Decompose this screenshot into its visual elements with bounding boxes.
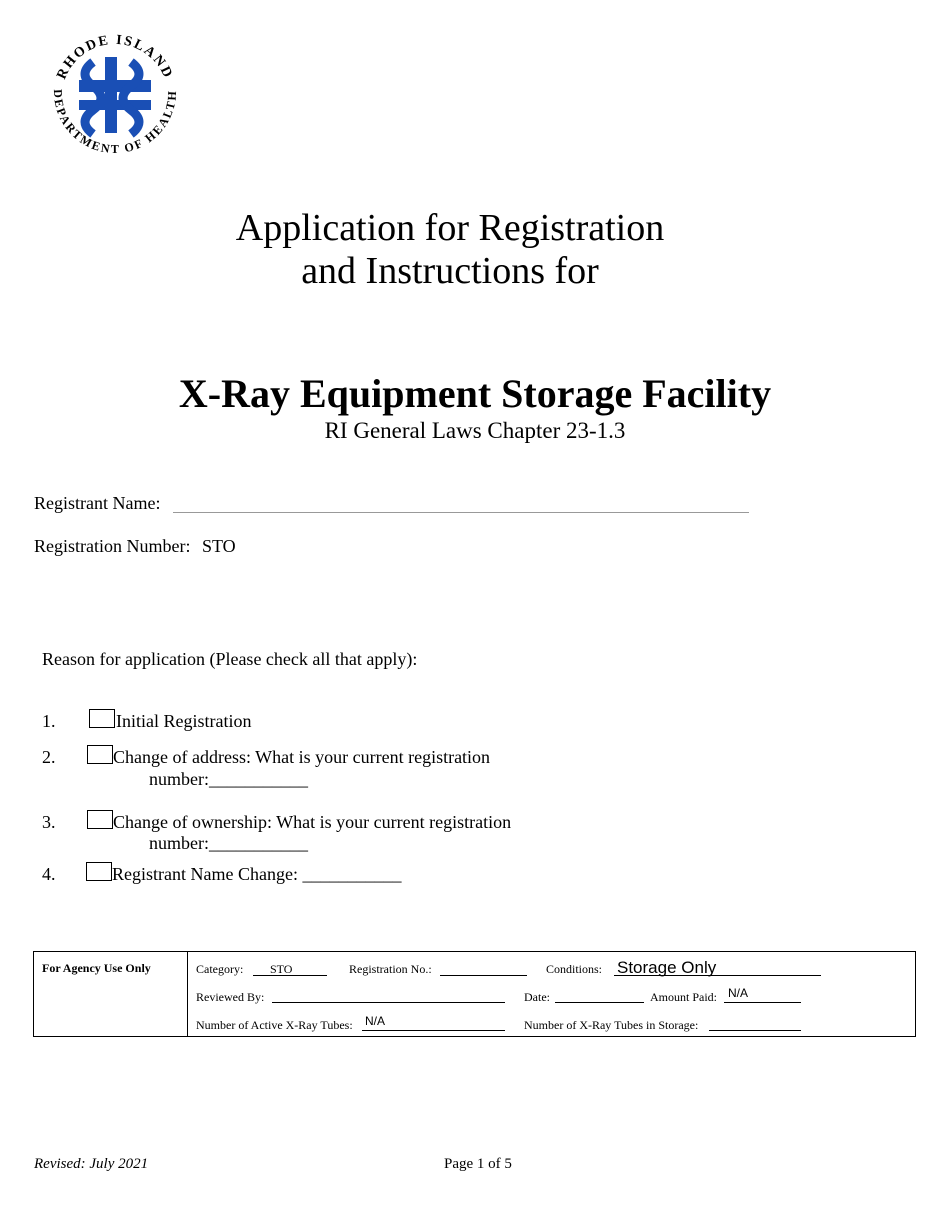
registration-no-label: Registration No.:: [349, 962, 432, 976]
main-title: X-Ray Equipment Storage Facility: [178, 371, 772, 416]
registrant-name-change-checkbox[interactable]: [86, 862, 112, 881]
reason-label-1: Initial Registration: [116, 711, 252, 731]
title-line-1: Application for Registration: [235, 207, 665, 249]
reason-label-3: Change of ownership: What is your current registration: [113, 812, 512, 832]
change-of-address-checkbox[interactable]: [87, 745, 113, 764]
revised-date: Revised: July 2021: [34, 1156, 149, 1172]
page-number: Page 1 of 5: [444, 1156, 512, 1172]
logo-ring-top: RHODE ISLAND: [54, 32, 176, 82]
reason-heading: Reason for application (Please check all that apply):: [42, 649, 418, 669]
ri-department-of-health-logo: [40, 22, 190, 172]
reason-label-2: Change of address: What is your current registration: [113, 747, 491, 767]
category-label: Category:: [196, 962, 244, 976]
conditions-label: Conditions:: [546, 962, 603, 976]
reason-label-4: Registrant Name Change: ___________: [112, 864, 402, 884]
reviewed-by-label: Reviewed By:: [196, 990, 265, 1004]
reason-number-3: 3.: [42, 812, 56, 832]
conditions-value: Storage Only: [617, 958, 717, 977]
agency-use-label: For Agency Use Only: [42, 961, 151, 975]
reviewed-by-field[interactable]: [272, 1002, 505, 1003]
registration-number-label: Registration Number:: [34, 536, 191, 556]
active-tubes-value: N/A: [365, 1014, 386, 1028]
change-of-ownership-checkbox[interactable]: [87, 810, 113, 829]
date-field[interactable]: [555, 1002, 644, 1003]
category-value: STO: [270, 962, 293, 976]
date-label: Date:: [524, 990, 550, 1004]
registrant-name-field[interactable]: [173, 495, 749, 513]
amount-paid-field[interactable]: [724, 1002, 801, 1003]
registration-no-field[interactable]: [440, 975, 527, 976]
logo-emblem-icon: [79, 57, 151, 134]
active-tubes-label: Number of Active X-Ray Tubes:: [196, 1018, 353, 1032]
initial-registration-checkbox[interactable]: [89, 709, 115, 728]
registration-number-value: STO: [202, 536, 236, 556]
reason-number-2: 2.: [42, 747, 56, 767]
agency-label-cell: [34, 952, 188, 1036]
agency-use-box: [33, 951, 916, 1037]
registrant-name-label: Registrant Name:: [34, 493, 161, 513]
storage-tubes-label: Number of X-Ray Tubes in Storage:: [524, 1018, 699, 1032]
title-line-2: and Instructions for: [301, 250, 599, 292]
reason-cont-2: number:___________: [149, 769, 308, 789]
reason-number-4: 4.: [42, 864, 56, 884]
reason-number-1: 1.: [42, 711, 56, 731]
reason-cont-3: number:___________: [149, 833, 308, 853]
amount-paid-value: N/A: [728, 986, 749, 1000]
logo-ring-bottom: DEPARTMENT OF HEALTH: [50, 88, 180, 157]
amount-paid-label: Amount Paid:: [650, 990, 718, 1004]
active-tubes-field[interactable]: [362, 1030, 505, 1031]
storage-tubes-field[interactable]: [709, 1030, 801, 1031]
subtitle: RI General Laws Chapter 23-1.3: [324, 418, 626, 443]
